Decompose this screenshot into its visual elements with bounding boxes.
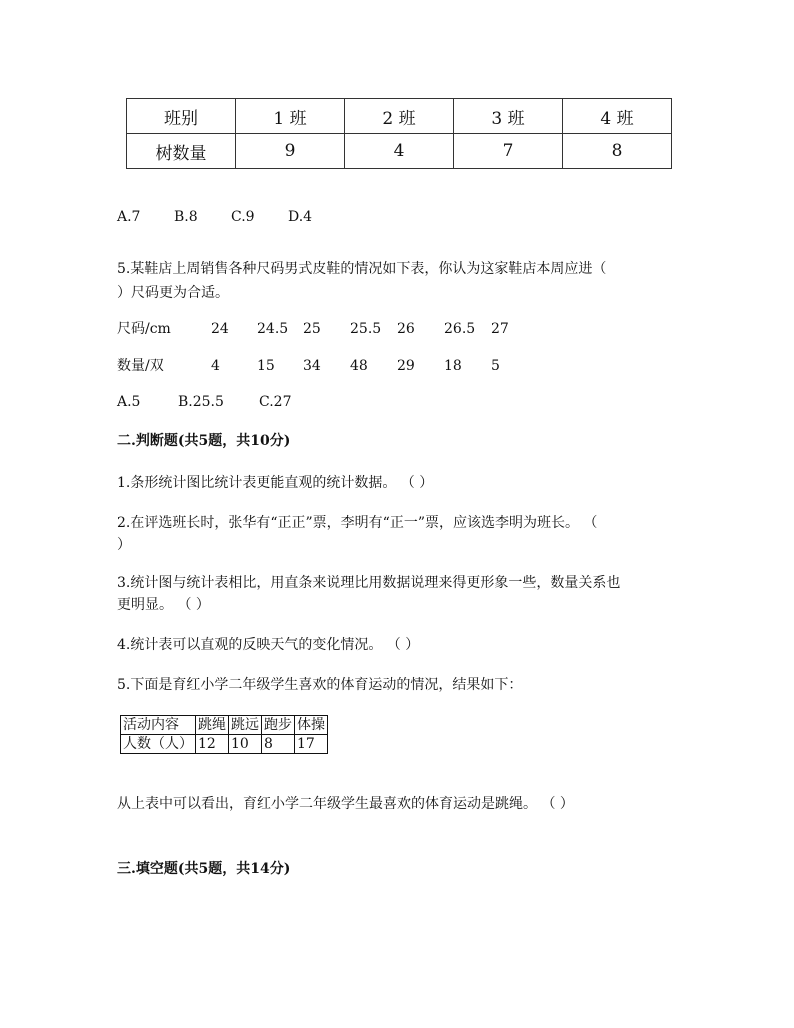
judge-q3-line1: 3.统计图与统计表相比，用直条来说理比用数据说理来得更形象一些，数量关系也 <box>117 575 621 591</box>
judge-q2-line2: ） <box>117 537 131 553</box>
size-value: 25 <box>303 321 321 337</box>
q5-text-line1: 5.某鞋店上周销售各种尺码男式皮鞋的情况如下表，你认为这家鞋店本周应进（ <box>117 261 607 277</box>
table-cell: 班别 <box>127 99 236 134</box>
tree-count-table <box>126 98 672 169</box>
option-b: B.8 <box>174 209 198 225</box>
option-c: C.9 <box>231 209 255 225</box>
judge-q5-statement: 从上表中可以看出，育红小学二年级学生最喜欢的体育运动是跳绳。 （ ） <box>117 796 574 812</box>
table-cell: 4 <box>345 134 454 169</box>
size-value: 26.5 <box>444 321 476 337</box>
qty-value: 34 <box>303 358 321 374</box>
qty-value: 18 <box>444 358 462 374</box>
table-cell: 4 班 <box>563 99 672 134</box>
table-cell: 活动内容 <box>121 716 196 735</box>
size-value: 24.5 <box>257 321 289 337</box>
qty-value: 29 <box>397 358 415 374</box>
table-row <box>127 134 672 169</box>
section2-title: 二.判断题(共5题，共10分) <box>117 433 291 449</box>
table-cell: 1 班 <box>236 99 345 134</box>
section3-title: 三.填空题(共5题，共14分) <box>117 861 291 877</box>
table-row <box>127 99 672 134</box>
judge-q4: 4.统计表可以直观的反映天气的变化情况。 （ ） <box>117 637 420 653</box>
table-cell: 跳绳 <box>196 716 229 735</box>
option-d: D.4 <box>288 209 313 225</box>
qty-value: 5 <box>491 358 500 374</box>
table-cell: 跑步 <box>262 716 295 735</box>
table-cell: 体操 <box>295 716 328 735</box>
table-cell: 12 <box>196 735 229 754</box>
table-cell: 8 <box>262 735 295 754</box>
table-row <box>121 735 328 754</box>
option-b: B.25.5 <box>178 394 224 410</box>
qty-label: 数量/双 <box>117 358 164 374</box>
judge-q5: 5.下面是育红小学二年级学生喜欢的体育运动的情况，结果如下： <box>117 677 523 693</box>
judge-q2-line1: 2.在评选班长时，张华有“正正”票，李明有“正一”票，应该选李明为班长。 （ <box>117 515 598 531</box>
size-label: 尺码/cm <box>117 321 171 337</box>
table-cell: 2 班 <box>345 99 454 134</box>
size-value: 26 <box>397 321 415 337</box>
table-cell: 3 班 <box>454 99 563 134</box>
size-value: 27 <box>491 321 509 337</box>
sport-table <box>120 715 328 754</box>
table-cell: 17 <box>295 735 328 754</box>
qty-value: 15 <box>257 358 275 374</box>
table-cell: 10 <box>229 735 262 754</box>
table-cell: 8 <box>563 134 672 169</box>
table-cell: 9 <box>236 134 345 169</box>
qty-value: 48 <box>350 358 368 374</box>
option-c: C.27 <box>259 394 292 410</box>
table-cell: 7 <box>454 134 563 169</box>
table-cell: 人数（人） <box>121 735 196 754</box>
size-value: 25.5 <box>350 321 382 337</box>
q5-text-line2: ）尺码更为合适。 <box>117 285 229 301</box>
judge-q3-line2: 更明显。 （ ） <box>117 597 210 613</box>
judge-q1: 1.条形统计图比统计表更能直观的统计数据。 （ ） <box>117 475 434 491</box>
table-cell: 树数量 <box>127 134 236 169</box>
option-a: A.7 <box>117 209 141 225</box>
table-cell: 跳远 <box>229 716 262 735</box>
table-row <box>121 716 328 735</box>
size-value: 24 <box>211 321 229 337</box>
option-a: A.5 <box>117 394 141 410</box>
qty-value: 4 <box>211 358 220 374</box>
